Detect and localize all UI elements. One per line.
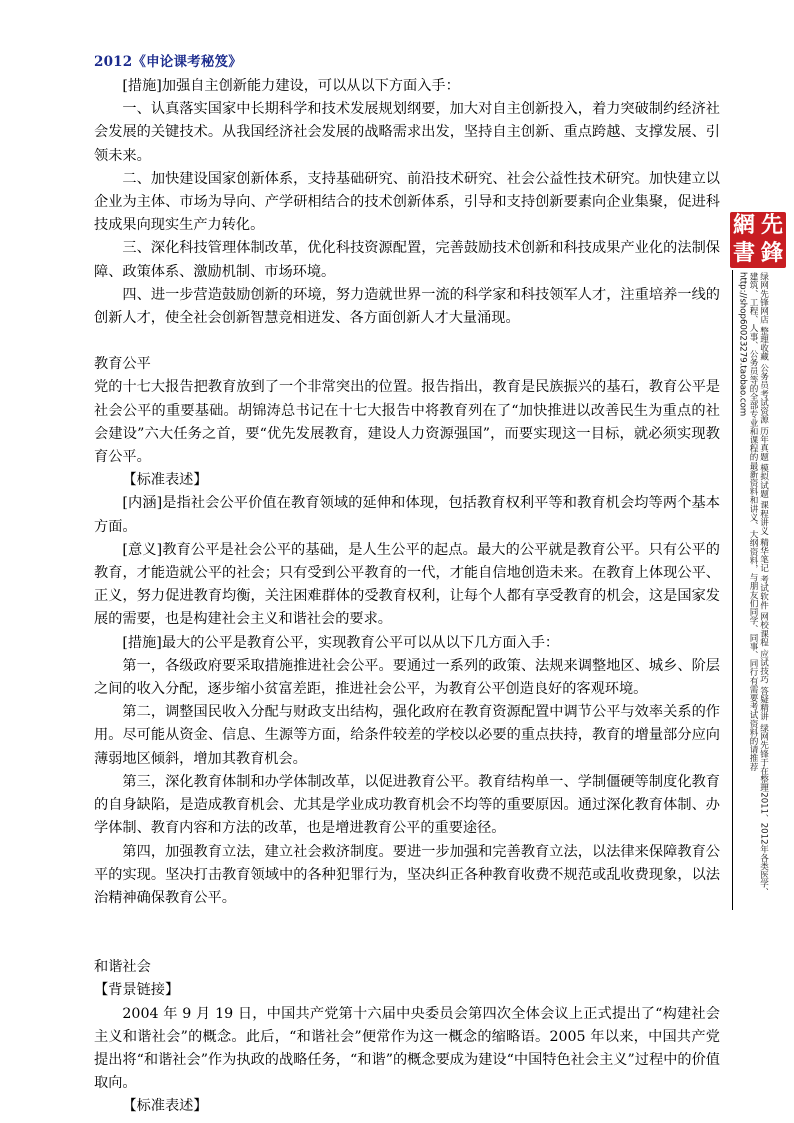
paragraph-gap [94,330,720,353]
paragraph: 第一，各级政府要采取措施推进社会公平。要通过一系列的政策、法规来调整地区、城乡、阶层之间的收入分配，逐步缩小贫富差距，推进社会公平，为教育公平创造良好的客观环境。 [94,657,720,698]
paragraph: 【标准表述】 [122,472,208,489]
sidebar-watermark [730,212,786,897]
paragraph-gap [94,910,720,933]
sidebar-text-column [732,270,787,910]
section-heading: 教育公平 [94,356,151,373]
paragraph: [内涵]是指社会公平价值在教育领域的延伸和体现，包括教育权利平等和教育机会均等两个基本方面。 [94,495,720,535]
document-body [94,75,720,1119]
sidebar-vertical-text: 绿网先锋网店 整理收藏 公务员考试资源 历年真题 模拟试题 课程讲义 精华笔记 考试软件 网校课程 应试技巧 答疑精讲 绿网先锋于在整理2011、2012年各类医学、建筑、工程、人事、公务员等的全部专业和课程的最新资料和讲义、大纲资料，与朋友们同学、同事、同行有需要考试资料的请推荐 http://shop60023279.taobao.com [737,272,769,897]
paragraph: 二、加快建设国家创新体系，支持基础研究、前沿技术研究、社会公益性技术研究。加快建立以企业为主体、市场为导向、产学研相结合的技术创新体系，引导和支持创新要素向企业集聚，促进科技成果向现实生产力转化。 [94,170,720,234]
paragraph: 党的十七大报告把教育放到了一个非常突出的位置。报告指出，教育是民族振兴的基石，教育公平是社会公平的重要基础。胡锦涛总书记在十七大报告中将教育列在了“加快推进以改善民生为重点的社会建设”六大任务之首，要“优先发展教育，建设人力资源强国”，而要实现这一目标，就必须实现教育公平。 [94,379,720,466]
paragraph: 第四，加强教育立法，建立社会救济制度。要进一步加强和完善教育立法，以法律来保障教育公平的实现。坚决打击教育领域中的各种犯罪行为，坚决纠正各种教育收费不规范或乱收费现象，以法治精神确保教育公平。 [94,843,720,906]
paragraph: [措施]加强自主创新能力建设，可以从以下方面入手： [122,78,460,94]
logo-char: 鋒 [760,241,783,266]
paragraph: 三、深化科技管理体制改革，优化科技资源配置，完善鼓励技术创新和科技成果产业化的法制保障、政策体系、激励机制、市场环境。 [94,240,720,280]
paragraph: 第三，深化教育体制和办学体制改革，以促进教育公平。教育结构单一、学制僵硬等制度化教育的自身缺陷，是造成教育机会、尤其是学业成功教育机会不均等的重要原因。通过深化教育体制、办学体制、教育内容和方法的改革，也是增进教育公平的重要途径。 [94,773,720,837]
document-header: 2012《申论课考秘笈》 [94,54,242,70]
paragraph-gap [94,933,720,956]
paragraph: 四、进一步营造鼓励创新的环境，努力造就世界一流的科学家和科技领军人才，注重培养一线的创新人才，使全社会创新智慧竞相迸发、各方面创新人才大量涌现。 [94,286,720,327]
logo-char: 先 [760,213,783,238]
section-heading: 和谐社会 [94,959,151,976]
paragraph: [意义]教育公平是社会公平的基础，是人生公平的起点。最大的公平就是教育公平。只有公平的教育，才能造就公平的社会；只有受到公平教育的一代，才能自信地创造未来。在教育上体现公平、正义，努力促进教育均衡，关注困难群体的受教育权利，让每个人都有享受教育的机会，这是国家发展的需要，也是构建社会主义和谐社会的要求。 [94,541,720,628]
paragraph: [措施]最大的公平是教育公平，实现教育公平可以从以下几方面入手： [122,634,560,651]
paragraph: 第二，调整国民收入分配与财政支出结构，强化政府在教育资源配置中调节公平与效率关系的作用。尽可能从资金、信息、生源等方面，给条件较差的学校以必要的重点扶持，教育的增量部分应向薄弱地区倾斜，增加其教育机会。 [94,704,720,767]
paragraph: 【标准表述】 [122,1098,208,1115]
logo-char: 網 [732,213,755,238]
logo-char: 書 [732,241,755,266]
paragraph: 一、认真落实国家中长期科学和技术发展规划纲要，加大对自主创新投入，着力突破制约经济社会发展的关键技术。从我国经济社会发展的战略需求出发，坚持自主创新、重点跨越、支撑发展、引领未来。 [94,101,720,164]
store-logo [730,212,786,268]
paragraph: 【背景链接】 [94,982,180,999]
paragraph: 2004 年 9 月 19 日，中国共产党第十六届中央委员会第四次全体会议上正式提出了“构建社会主义和谐社会”的概念。此后，“和谐社会”便常作为这一概念的缩略语。2005 年以来，中国共产党提出将“和谐社会”作为执政的战略任务，“和谐”的概念要成为建设“中国特色社会主义”过程中的价值取向。 [94,1005,720,1092]
